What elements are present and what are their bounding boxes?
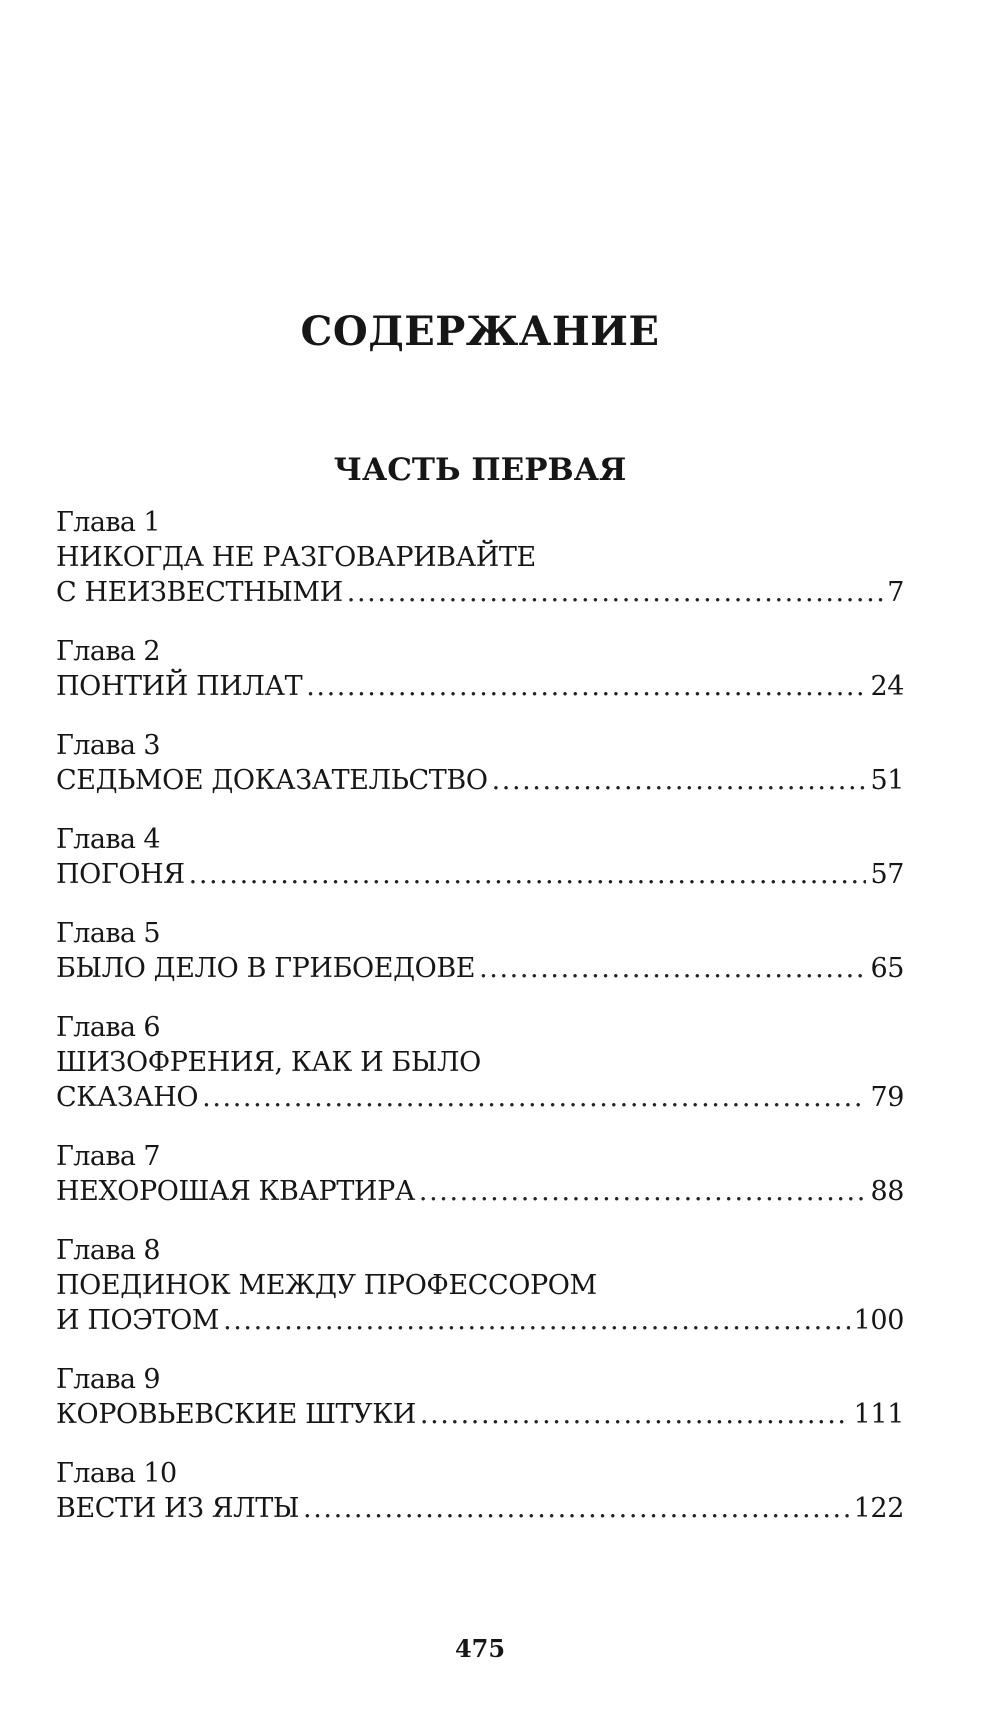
chapter-title-line: ШИЗОФРЕНИЯ, КАК И БЫЛО [56, 1047, 481, 1078]
chapter-label: Глава 4 [56, 824, 160, 855]
toc-entry-chapter-2 [56, 634, 904, 704]
dot-leader [347, 575, 883, 610]
dot-leader [303, 1491, 850, 1526]
dot-leader [202, 1080, 866, 1115]
chapter-title-row [56, 1491, 904, 1526]
toc-entry-chapter-10 [56, 1456, 904, 1526]
dot-leader [223, 1303, 850, 1338]
dot-leader [479, 951, 866, 986]
toc-entry-chapter-8 [56, 1233, 904, 1338]
chapter-label: Глава 10 [56, 1458, 177, 1489]
chapter-title-row [56, 575, 904, 610]
dot-leader [492, 763, 867, 798]
page-ref: 100 [853, 1305, 904, 1336]
toc-entry-chapter-5 [56, 916, 904, 986]
dot-leader [420, 1397, 850, 1432]
page-ref: 88 [870, 1176, 904, 1207]
chapter-label: Глава 7 [56, 1141, 160, 1172]
dot-leader [189, 857, 867, 892]
chapter-title: НЕХОРОШАЯ КВАРТИРА [56, 1176, 415, 1207]
part-heading: ЧАСТЬ ПЕРВАЯ [333, 452, 627, 488]
chapter-title-row [56, 951, 904, 986]
chapter-title-row [56, 1174, 904, 1209]
chapter-title-line: ПОЕДИНОК МЕЖДУ ПРОФЕССОРОМ [56, 1270, 597, 1301]
chapter-label: Глава 9 [56, 1364, 160, 1395]
page-ref: 65 [870, 953, 904, 984]
chapter-title: И ПОЭТОМ [56, 1305, 220, 1336]
chapter-title-row [56, 857, 904, 892]
toc-entry-chapter-4 [56, 822, 904, 892]
toc-entry-chapter-7 [56, 1139, 904, 1209]
dot-leader [419, 1174, 867, 1209]
chapter-title: СЕДЬМОЕ ДОКАЗАТЕЛЬСТВО [56, 765, 488, 796]
page-ref: 122 [853, 1493, 904, 1524]
chapter-title: ПОНТИЙ ПИЛАТ [56, 671, 303, 702]
chapter-title: ПОГОНЯ [56, 859, 185, 890]
chapter-label: Глава 3 [56, 730, 160, 761]
chapter-title: КОРОВЬЕВСКИЕ ШТУКИ [56, 1399, 416, 1430]
table-of-contents [56, 505, 904, 1526]
chapter-title-row [56, 669, 904, 704]
chapter-title-row [56, 1397, 904, 1432]
toc-entry-chapter-6 [56, 1010, 904, 1115]
chapter-title: БЫЛО ДЕЛО В ГРИБОЕДОВЕ [56, 953, 476, 984]
dot-leader [306, 669, 866, 704]
chapter-label: Глава 1 [56, 507, 160, 538]
toc-entry-chapter-1 [56, 505, 904, 610]
page-ref: 111 [853, 1399, 904, 1430]
chapter-title: СКАЗАНО [56, 1082, 199, 1113]
toc-entry-chapter-3 [56, 728, 904, 798]
page-ref: 79 [870, 1082, 904, 1113]
chapter-title: С НЕИЗВЕСТНЫМИ [56, 577, 343, 608]
page-ref: 57 [870, 859, 904, 890]
page-title: СОДЕРЖАНИЕ [300, 308, 660, 355]
page-ref: 7 [887, 577, 904, 608]
chapter-label: Глава 5 [56, 918, 160, 949]
chapter-label: Глава 8 [56, 1235, 160, 1266]
page-ref: 51 [870, 765, 904, 796]
chapter-title-line: НИКОГДА НЕ РАЗГОВАРИВАЙТЕ [56, 542, 536, 573]
chapter-label: Глава 2 [56, 636, 160, 667]
page-ref: 24 [870, 671, 904, 702]
chapter-title-row [56, 1303, 904, 1338]
chapter-title-row [56, 763, 904, 798]
chapter-label: Глава 6 [56, 1012, 160, 1043]
page-number: 475 [454, 1634, 506, 1663]
chapter-title-row [56, 1080, 904, 1115]
toc-entry-chapter-9 [56, 1362, 904, 1432]
chapter-title: ВЕСТИ ИЗ ЯЛТЫ [56, 1493, 300, 1524]
